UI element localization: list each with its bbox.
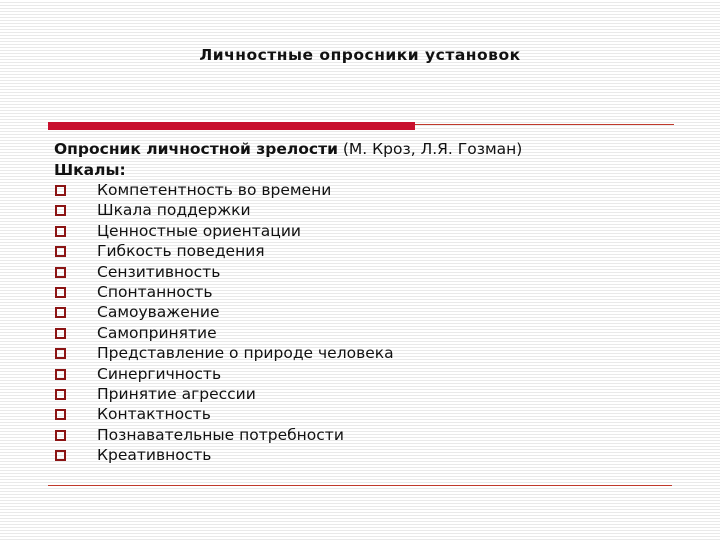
questionnaire-authors: (М. Кроз, Л.Я. Гозман): [337, 140, 523, 158]
square-bullet-icon: [55, 389, 66, 400]
bottom-divider-line: [48, 485, 672, 486]
scale-label: Сензитивность: [97, 262, 221, 281]
square-bullet-icon: [55, 369, 66, 380]
list-item: [54, 323, 694, 343]
list-item: [54, 180, 694, 200]
square-bullet-icon: [55, 185, 66, 196]
square-bullet-icon: [55, 328, 66, 339]
questionnaire-heading: [54, 139, 694, 160]
square-bullet-icon: [55, 307, 66, 318]
list-item: [54, 221, 694, 241]
list-item: [54, 282, 694, 302]
list-item: [54, 364, 694, 384]
scale-label: Шкала поддержки: [97, 201, 251, 220]
scale-label: Контактность: [97, 405, 211, 424]
scale-label: Ценностные ориентации: [97, 221, 301, 240]
square-bullet-icon: [55, 205, 66, 216]
square-bullet-icon: [55, 246, 66, 257]
list-item: [54, 404, 694, 424]
square-bullet-icon: [55, 409, 66, 420]
list-item: [54, 262, 694, 282]
scale-label: Представление о природе человека: [97, 344, 394, 363]
square-bullet-icon: [55, 430, 66, 441]
scales-label: Шкалы:: [54, 160, 126, 179]
scale-label: Самоуважение: [97, 303, 220, 322]
list-item: [54, 425, 694, 445]
scale-label: Компетентность во времени: [97, 181, 332, 199]
top-accent-bar: [48, 122, 415, 130]
list-item: [54, 302, 694, 322]
slide-title: Личностные опросники установок: [199, 46, 521, 64]
square-bullet-icon: [55, 348, 66, 359]
scale-label: Синергичность: [97, 364, 222, 383]
square-bullet-icon: [55, 450, 66, 461]
scale-label: Принятие агрессии: [97, 384, 256, 403]
scale-label: Спонтанность: [97, 282, 213, 301]
scale-label: Креативность: [97, 446, 212, 465]
scale-label: Самопринятие: [97, 323, 217, 342]
slide-content: [54, 139, 694, 465]
list-item: [54, 384, 694, 404]
scale-label: Познавательные потребности: [97, 425, 344, 444]
square-bullet-icon: [55, 226, 66, 237]
questionnaire-name: Опросник личностной зрелости: [54, 140, 338, 158]
scale-label: Гибкость поведения: [97, 242, 265, 261]
list-item: [54, 343, 694, 363]
scales-list: [54, 180, 694, 465]
list-item: [54, 445, 694, 465]
square-bullet-icon: [55, 267, 66, 278]
list-item: [54, 241, 694, 261]
square-bullet-icon: [55, 287, 66, 298]
list-item: [54, 200, 694, 220]
